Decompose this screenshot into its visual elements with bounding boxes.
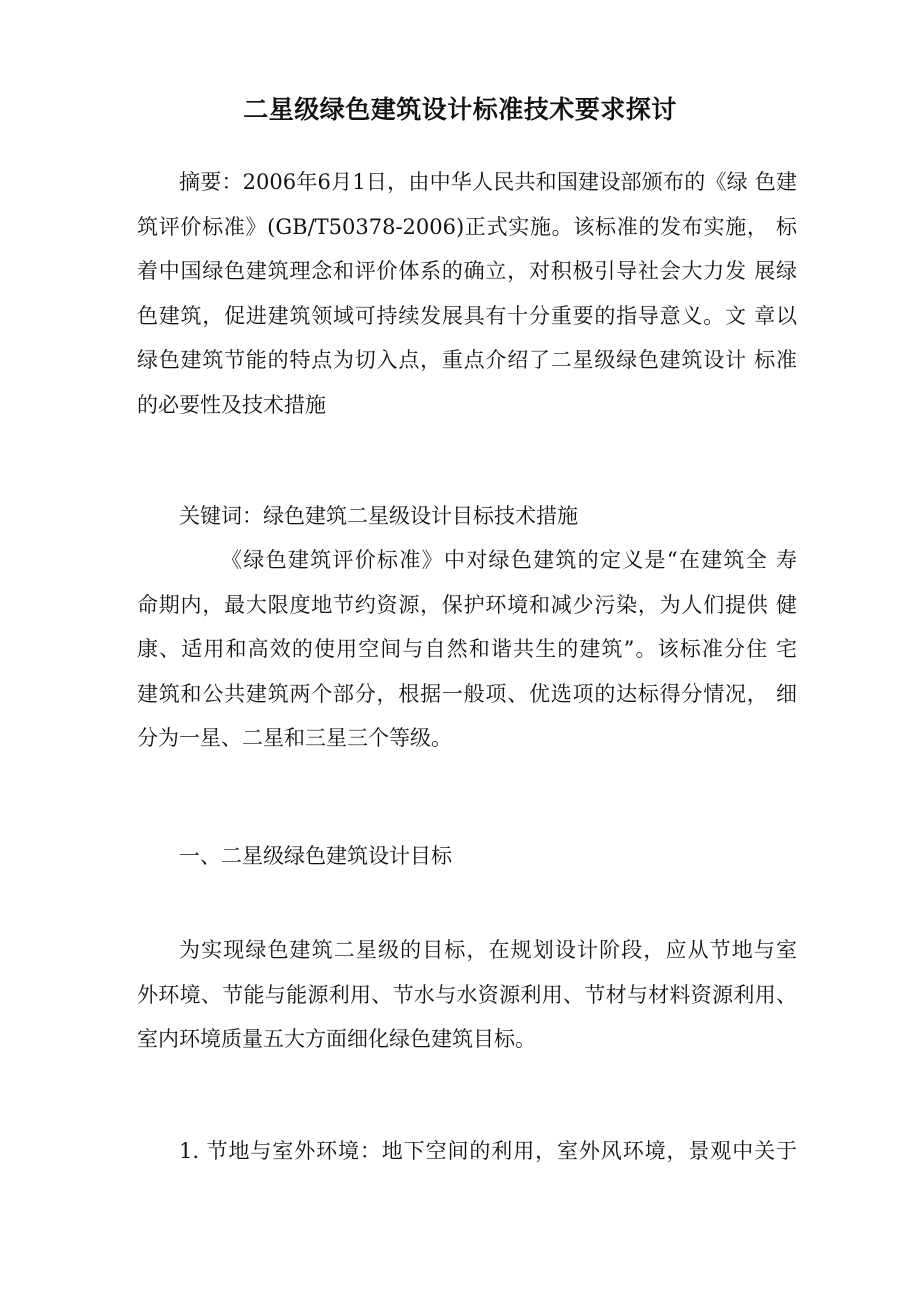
section-1-line-3: 室内环境质量五大方面细化绿色建筑目标。 (137, 1027, 536, 1051)
section-1-line-1: 为实现绿色建筑二星级的目标，在规划设计阶段，应从节地与室 (179, 938, 797, 962)
abstract-line-3: 着中国绿色建筑理念和评价体系的确立，对积极引导社会大力发 展绿 (137, 259, 797, 283)
abstract-line-1: 摘要：2006年6月1日，由中华人民共和国建设部颁布的《绿 色建 (179, 170, 797, 194)
item-1-paragraph (137, 1129, 797, 1174)
section-1-heading: 一、二星级绿色建筑设计目标 (179, 844, 452, 868)
keywords-paragraph (137, 494, 797, 539)
abstract-line-6: 的必要性及技术措施 (137, 392, 326, 417)
definition-line-3: 康、适用和高效的使用空间与自然和谐共生的建筑”。该标准分住 宅 (137, 637, 797, 661)
item-1-line-1: 1. 节地与室外环境：地下空间的利用，室外风环境，景观中关于 (179, 1139, 797, 1163)
abstract-line-5: 绿色建筑节能的特点为切入点，重点介绍了二星级绿色建筑设计 标准 (137, 348, 797, 372)
abstract-line-2: 筑评价标准》(GB/T50378-2006)正式实施。该标准的发布实施， 标 (137, 214, 797, 239)
section-1-body (137, 928, 797, 1062)
abstract-paragraph (137, 160, 797, 427)
definition-line-2: 命期内，最大限度地节约资源，保护环境和减少污染，为人们提供 健 (137, 592, 797, 617)
definition-paragraph (137, 538, 797, 761)
abstract-line-4: 色建筑，促进建筑领域可持续发展具有十分重要的指导意义。文 章以 (137, 303, 797, 328)
definition-line-1: 《绿色建筑评价标准》中对绿色建筑的定义是“在建筑全 寿 (221, 548, 797, 572)
definition-line-4: 建筑和公共建筑两个部分，根据一般项、优选项的达标得分情况， 细 (137, 681, 797, 706)
keywords-line: 关键词：绿色建筑二星级设计目标技术措施 (179, 504, 578, 528)
document-title: 二星级绿色建筑设计标准技术要求探讨 (243, 95, 677, 124)
section-heading (137, 834, 797, 879)
definition-line-5: 分为一星、二星和三星三个等级。 (137, 726, 452, 750)
section-1-line-2: 外环境、节能与能源利用、节水与水资源利用、节材与材料资源利用、 (137, 982, 797, 1007)
